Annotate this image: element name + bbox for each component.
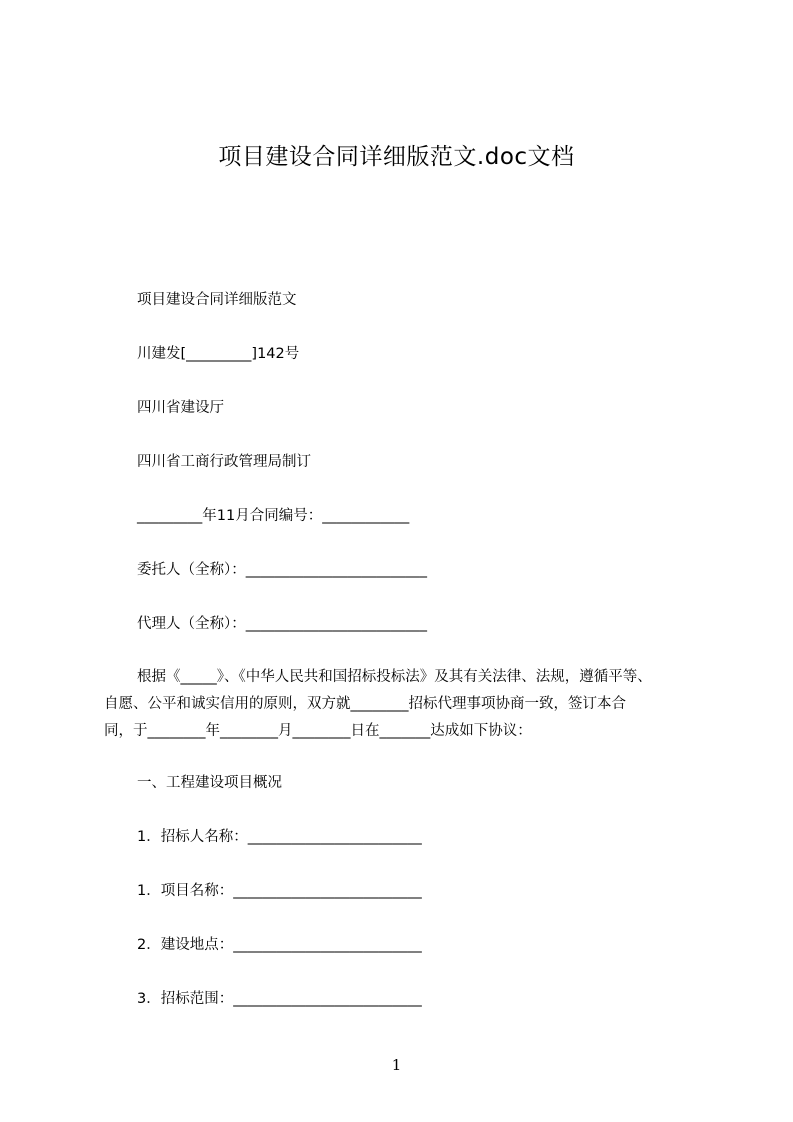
document-number-line: 川建发[_________]142号 xyxy=(137,346,300,362)
paragraph-line: 根据《_____》、《中华人民共和国招标投标法》及其有关法律、法规，遵循平等、 xyxy=(137,669,652,685)
agreement-paragraph xyxy=(104,664,704,745)
paragraph-line: 同，于________年________月________日在_______达成如下协议： xyxy=(104,723,532,739)
contract-number-line: _________年11月合同编号：____________ xyxy=(137,508,410,524)
item-construction-site: 2．建设地点：__________________________ xyxy=(137,937,422,953)
item-tenderer-name: 1．招标人名称：________________________ xyxy=(137,829,422,845)
client-line: 委托人（全称）：_________________________ xyxy=(137,562,427,578)
item-project-name: 1．项目名称：__________________________ xyxy=(137,883,422,899)
agent-line: 代理人（全称）：_________________________ xyxy=(137,616,427,632)
item-tender-scope: 3．招标范围：__________________________ xyxy=(137,991,422,1007)
paragraph-line: 自愿、公平和诚实信用的原则，双方就________招标代理事项协商一致，签订本合 xyxy=(104,696,626,712)
issuer-line-2: 四川省工商行政管理局制订 xyxy=(137,454,311,470)
contract-name-line: 项目建设合同详细版范文 xyxy=(137,292,297,308)
issuer-line-1: 四川省建设厅 xyxy=(137,400,224,416)
document-title: 项目建设合同详细版范文.doc文档 xyxy=(218,144,575,170)
page-number: 1 xyxy=(391,1056,402,1074)
section-heading: 一、工程建设项目概况 xyxy=(137,775,282,791)
